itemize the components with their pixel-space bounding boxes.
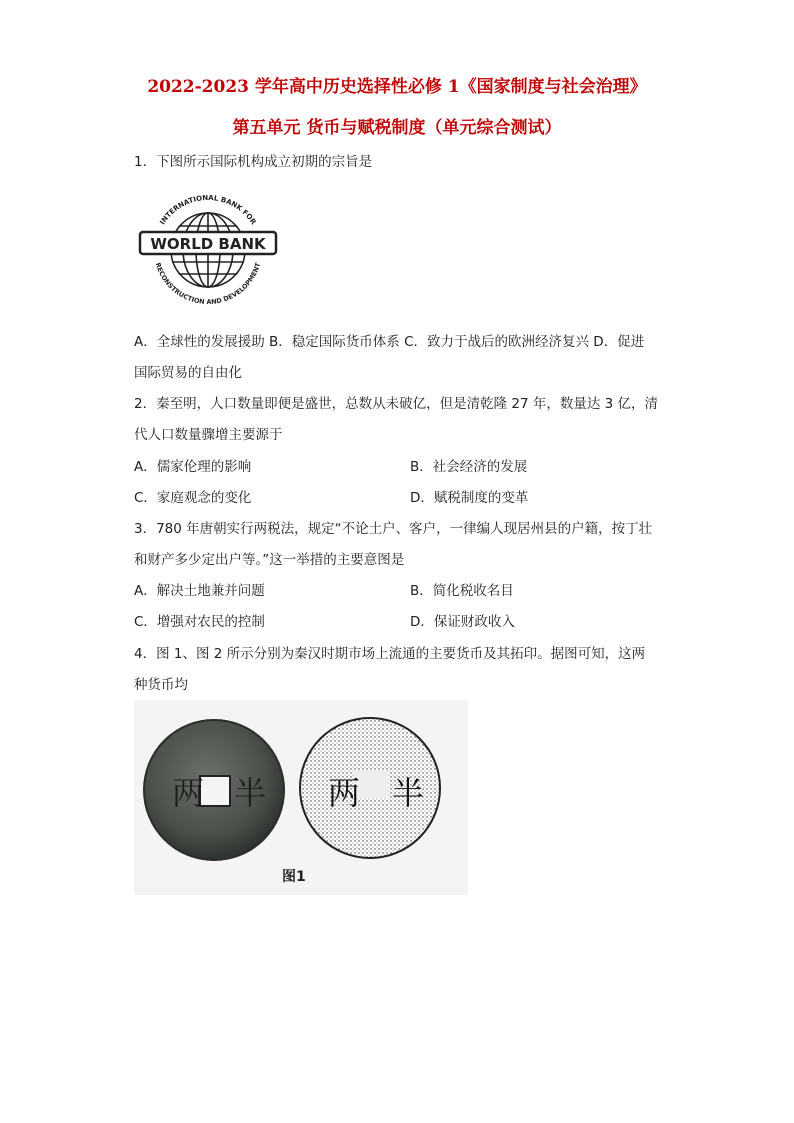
world-bank-logo <box>134 180 282 312</box>
q2-stem-line1: 2．秦至明，人口数量即便是盛世，总数从未破亿，但是清乾隆 27 年，数量达 3 亿，清 <box>134 396 659 412</box>
logo-banner-text: WORLD BANK <box>150 235 266 253</box>
q3-option-d: D．保证财政收入 <box>410 614 515 630</box>
q3-option-c: C．增强对农民的控制 <box>134 614 265 630</box>
q1-options-line1: A．全球性的发展援助 B．稳定国际货币体系 C．致力于战后的欧洲经济复兴 D．促进 <box>134 334 645 350</box>
q2-option-d: D．赋税制度的变革 <box>410 490 529 506</box>
q1-stem: 1．下图所示国际机构成立初期的宗旨是 <box>134 154 373 170</box>
q4-stem-line2: 种货币均 <box>134 677 188 693</box>
q2-option-b: B．社会经济的发展 <box>410 459 528 475</box>
q1-options-line2: 国际贸易的自由化 <box>134 365 242 381</box>
logo-ring-text-top: INTERNATIONAL BANK FOR <box>158 193 258 227</box>
q3-stem-line2: 和财产多少定出户等。”这一举措的主要意图是 <box>134 552 405 568</box>
q3-option-a: A．解决土地兼并问题 <box>134 583 265 599</box>
rubbing-char-left: 两 <box>328 774 361 812</box>
document-title-line1: 2022-2023 学年高中历史选择性必修 1《国家制度与社会治理》 <box>147 77 647 97</box>
world-bank-logo-graphic <box>134 180 282 312</box>
logo-ring-text-bottom: RECONSTRUCTION AND DEVELOPMENT <box>153 261 263 307</box>
document-title-line2: 第五单元 货币与赋税制度（单元综合测试） <box>232 118 562 138</box>
q2-option-c: C．家庭观念的变化 <box>134 490 252 506</box>
q3-option-b: B．简化税收名目 <box>410 583 514 599</box>
rubbing-char-right: 半 <box>392 774 425 812</box>
coin-char-right: 半 <box>234 774 267 812</box>
q2-option-a: A．儒家伦理的影响 <box>134 459 252 475</box>
q3-stem-line1: 3．780 年唐朝实行两税法，规定“不论土户、客户，一律编人现居州县的户籍，按丁壮 <box>134 521 653 537</box>
figure-caption: 图1 <box>282 869 306 885</box>
bronze-coin-icon <box>144 720 284 860</box>
coin-char-left: 两 <box>172 774 205 812</box>
q4-stem-line1: 4．图 1、图 2 所示分别为秦汉时期市场上流通的主要货币及其拓印。据图可知，这两 <box>134 646 646 662</box>
q2-stem-line2: 代人口数量骤增主要源于 <box>134 427 283 443</box>
coin-rubbing-icon <box>300 718 440 858</box>
